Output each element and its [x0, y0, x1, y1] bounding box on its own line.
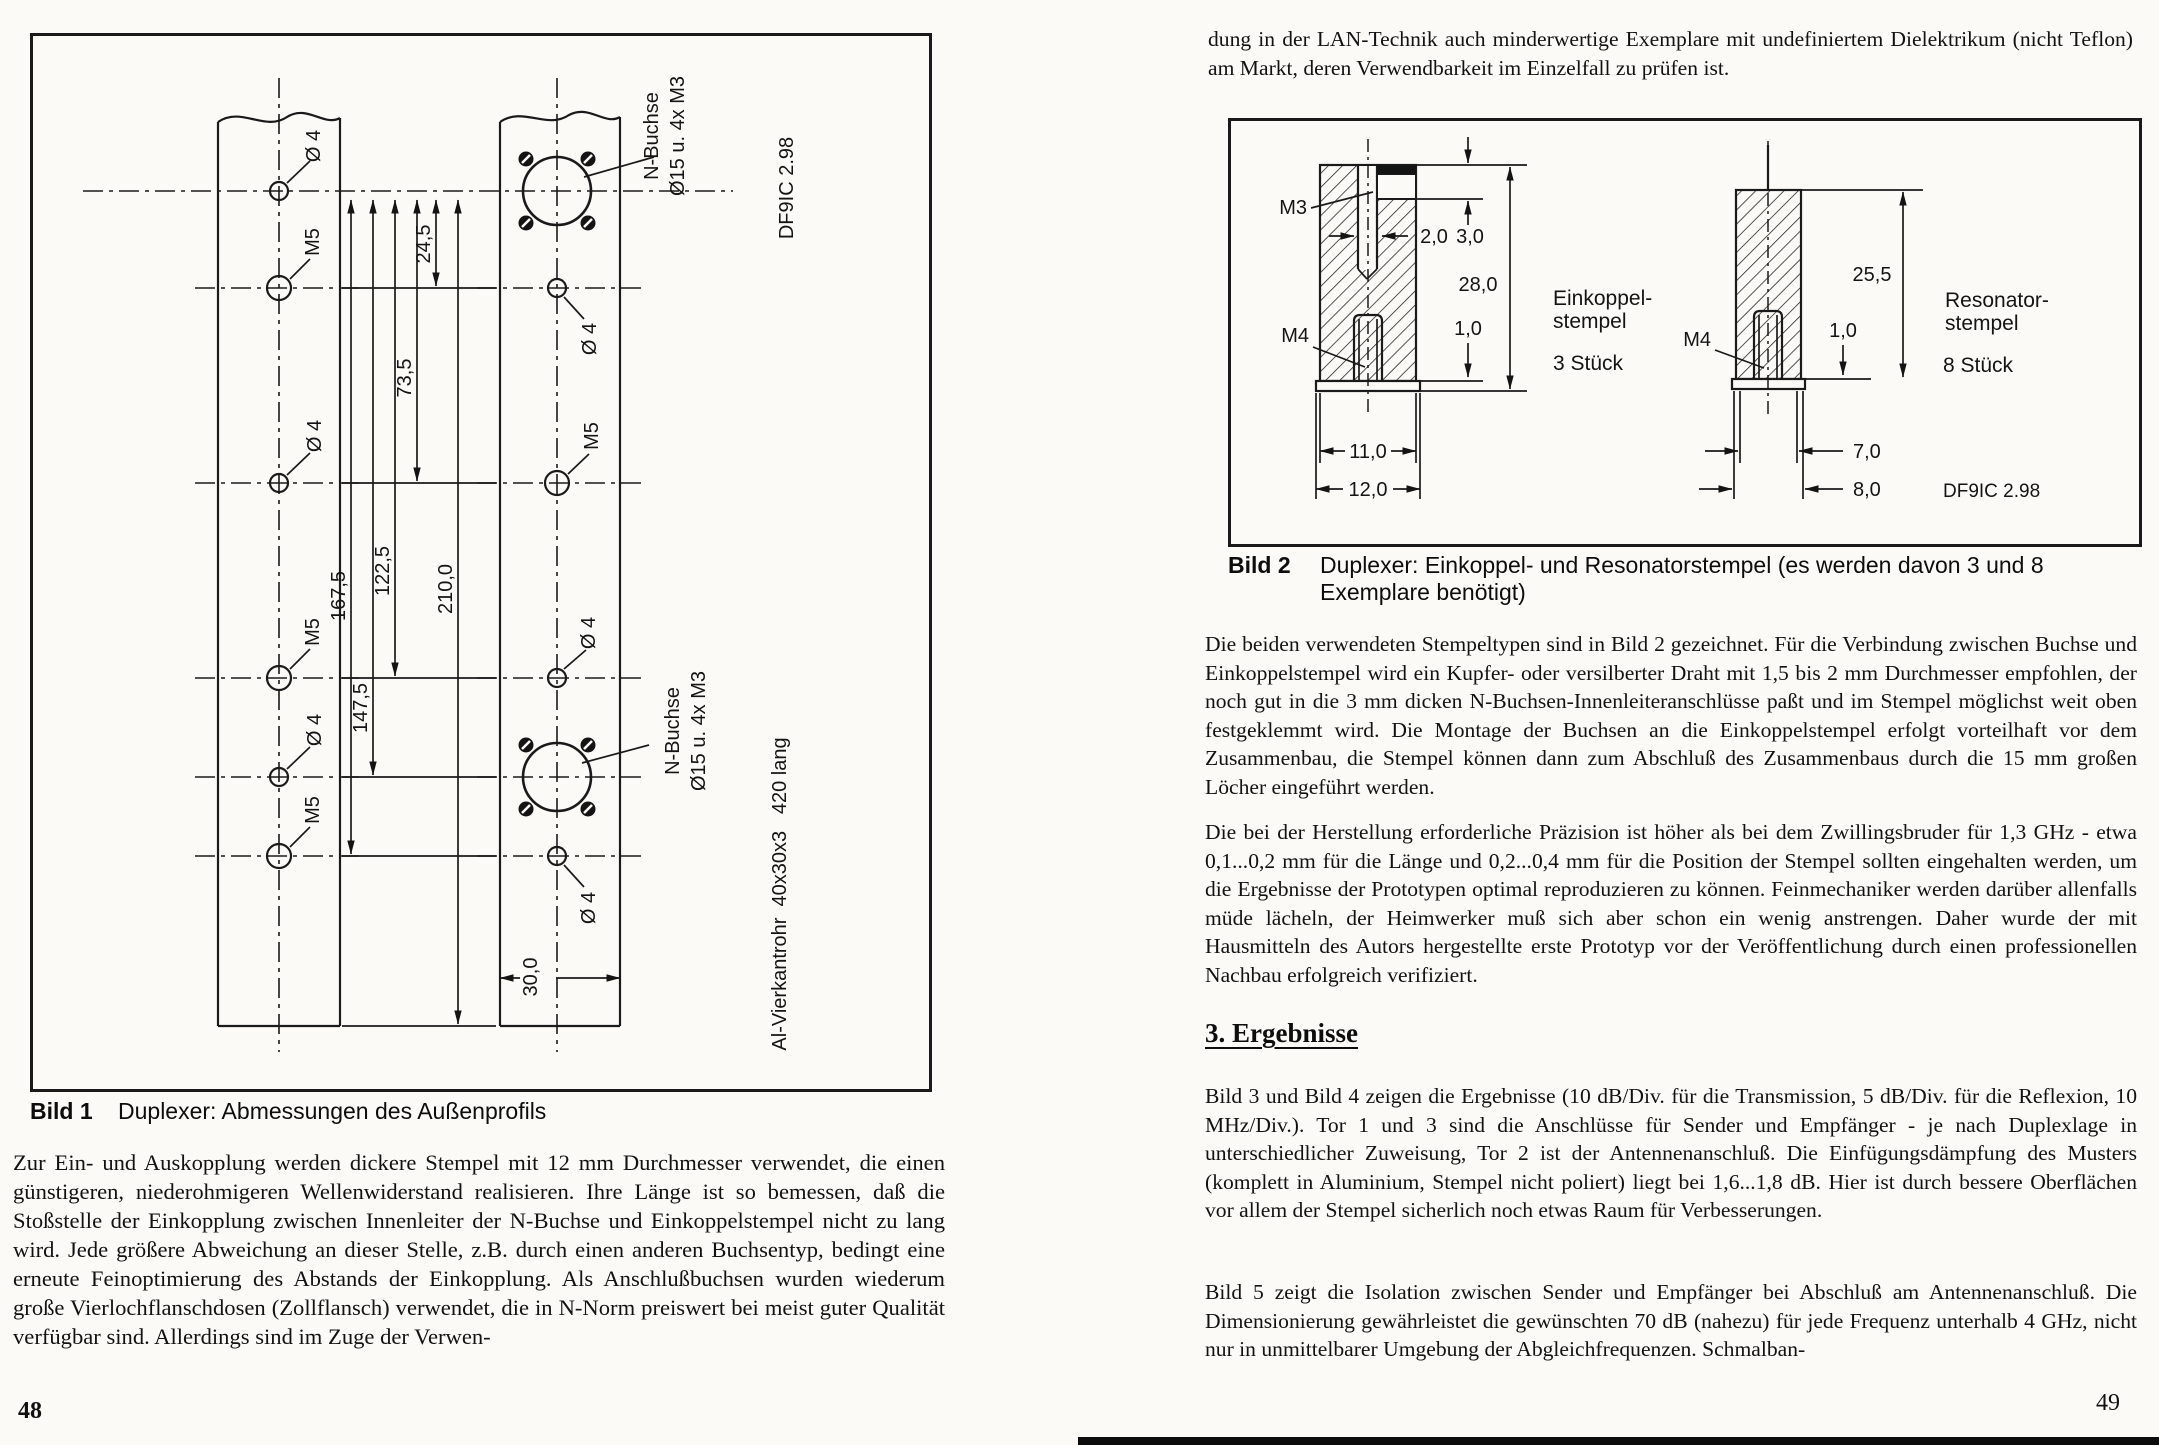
hole-label-m5: M5: [581, 422, 603, 450]
thread-label-m3: M3: [1279, 197, 1307, 219]
right-part-name-line1: Resonator-: [1945, 289, 2049, 312]
width-dimension: [500, 958, 620, 997]
right-paragraph-4: Bild 5 zeigt die Isolation zwischen Sender und Empfänger bei Abschluß am Antennenanschluß. Die Dimensionierung gewährleistet die gewünschten 70 dB (nahezu) für jede Frequenz unterhalb 4 GHz, nicht nur in unmittelbarer Umgebung der Abgleichfrequenzen. Schmalban-: [1205, 1280, 2137, 1361]
figure2-drawing: [1231, 121, 2139, 544]
hole-label-o4: Ø 4: [303, 129, 325, 163]
resonatorstempel-labels: [1943, 289, 2049, 377]
left-part-name-line1: Einkoppel-: [1553, 287, 1653, 310]
n-buchse-label-line2: Ø15 u. 4x M3: [688, 670, 710, 792]
einkoppelstempel-labels: [1553, 287, 1652, 375]
author-mark: DF9IC 2.98: [1943, 481, 2041, 502]
figure2-caption-label: Bild 2: [1228, 552, 1291, 578]
einkoppelstempel-part: [1316, 139, 1420, 413]
dim-2-0: 2,0: [1420, 226, 1448, 248]
extension-lines: [342, 288, 496, 1026]
left-body-paragraph: Zur Ein- und Auskopplung werden dickere Stempel mit 12 mm Durchmesser verwendet, die einen günstigeren, niederohmigeren Wellenwiderstand realisieren. Ihre Länge ist so bemessen, daß die Stoßstelle der Einkopplung zwischen Innenleiter der N-Buchse und Einkoppelstempel nicht zu lang wird. Jede größere Abweichung an dieser Stelle, z.B. durch einen anderen Buchsentyp, bedingt eine erneute Feinoptimierung des Abstands der Einkopplung. Als Anschlußbuchsen wurden wiederum große Vierlochflanschdosen (Zollflansch) verwendet, die in N-Norm preiswert bei meist guter Qualität verfügbar sind. Allerdings sind im Zuge der Verwen-: [13, 1150, 945, 1349]
dim-73-5: 73,5: [394, 358, 416, 398]
section-heading: 3. Ergebnisse: [1205, 1018, 1359, 1048]
dim-12-0: 12,0: [1348, 479, 1388, 501]
hole-label-o4: Ø 4: [579, 322, 601, 356]
right-part-name-line2: stempel: [1945, 312, 2019, 335]
figure2-caption: [1228, 552, 2065, 606]
dim-167-5: 167,5: [328, 570, 350, 622]
figure1-frame: [30, 33, 932, 1092]
dim-1-0: 1,0: [1454, 318, 1482, 340]
dim-3-0: 3,0: [1456, 226, 1484, 248]
dim-147-5: 147,5: [350, 682, 372, 734]
material-note: Al-Vierkantrohr 40x30x3 420 lang: [769, 737, 791, 1051]
dim-7-0: 7,0: [1853, 441, 1881, 463]
dim-1-0: 1,0: [1829, 320, 1857, 342]
figure1-caption-text: Duplexer: Abmessungen des Außenprofils: [118, 1098, 547, 1124]
n-buchse-label-line1: N-Buchse: [662, 687, 684, 775]
dim-30-0: 30,0: [520, 957, 542, 997]
right-paragraph-3: Bild 3 und Bild 4 zeigen die Ergebnisse (10 dB/Div. für die Transmission, 5 dB/Div. für die Reflexion, 10 MHz/Div.). Tor 1 und 3 sind die Anschlüsse für Sender und Empfänger - je nach Duplexlage in unterschiedlicher Zuweisung, Tor 2 ist der Antennenanschluß. Die Einfügungsdämpfung des Musters (komplett in Aluminium, Stempel nicht poliert) liegt bei 1,6...1,8 dB. Hier ist durch bessere Oberflächen vor allem der Stempel sicherlich noch etwas Raum für Verbesserungen.: [1205, 1084, 2137, 1222]
hole-label-o4: Ø 4: [304, 419, 326, 453]
n-buchse-label-line2: Ø15 u. 4x M3: [667, 75, 689, 197]
n-buchse-label-line1: N-Buchse: [641, 92, 663, 180]
figure1-drawing: [33, 36, 929, 1089]
dim-8-0: 8,0: [1853, 479, 1881, 501]
left-part-name-line2: stempel: [1553, 310, 1627, 333]
dim-11-0: 11,0: [1349, 441, 1387, 463]
figure2-frame: [1228, 118, 2142, 547]
figure2-caption-text: Duplexer: Einkoppel- und Resonatorstempel (es werden davon 3 und 8 Exemplare benötigt): [1320, 552, 2044, 605]
dim-122-5: 122,5: [372, 545, 394, 597]
page-number-left: 48: [18, 1398, 42, 1424]
hole-label-m5: M5: [302, 618, 324, 646]
centerlines: [83, 75, 733, 1052]
hole-label-o4: Ø 4: [578, 891, 600, 925]
hole-label-o4: Ø 4: [578, 616, 600, 650]
figure1-caption-label: Bild 1: [30, 1098, 93, 1124]
right-paragraph-1: Die beiden verwendeten Stempeltypen sind in Bild 2 gezeichnet. Für die Verbindung zwischen Buchse und Einkoppelstempel wird ein Kupfer- oder versilberter Draht mit 1,5 bis 2 mm Durchmesser empfohlen, der noch gut in die 3 mm dicken N-Buchsen-Innenleiteranschlüsse paßt und im Stempel möglichst weit oben festgeklemmt wird. Die Montage der Buchsen an die Einkoppelstempel erfolgt vorteilhaft vor dem Zusammenbau, die Stempel können dann zum Abschluß des Zusammenbaus durch die 15 mm großen Löcher eingeführt werden.: [1205, 632, 2137, 799]
right-paragraph-2: Die bei der Herstellung erforderliche Präzision ist höher als bei dem Zwillingsbruder für 1,3 GHz - etwa 0,1...0,2 mm für die Länge und 0,2...0,4 mm für die Position der Stempel sollten eingehalten werden, um die Ergebnisse der Prototypen optimal reproduzieren zu können. Feinmechaniker werden darüber allenfalls müde lächeln, der Heimwerker muß sich aber schon ein wenig anstrengen. Daher wurde der mit Hausmitteln des Autors hergestellte erste Prototyp vor der Veröffentlichung durch einen professionellen Nachbau erfolgreich verifiziert.: [1205, 820, 2137, 987]
left-part-qty: 3 Stück: [1553, 352, 1624, 375]
dim-210-0: 210,0: [435, 563, 457, 615]
resonatorstempel-part: [1732, 141, 1805, 415]
thread-label-m4: M4: [1683, 329, 1711, 351]
right-intro-paragraph: dung in der LAN-Technik auch minderwertige Exemplare mit undefiniertem Dielektrikum (nicht Teflon) am Markt, deren Verwendbarkeit im Einzelfall zu prüfen ist.: [1208, 27, 2133, 80]
right-bar-holes: [519, 152, 604, 925]
hole-label-m5: M5: [302, 796, 324, 824]
hole-label-o4: Ø 4: [304, 713, 326, 747]
dim-25-5: 25,5: [1852, 264, 1892, 286]
thread-label-m4: M4: [1281, 325, 1309, 347]
scan-edge-line: [1078, 1437, 2159, 1445]
dim-28-0: 28,0: [1458, 274, 1498, 296]
figure1-caption: [30, 1098, 818, 1125]
page-number-right: 49: [2096, 1390, 2120, 1416]
resonatorstempel-dimensions: [1683, 190, 1923, 501]
left-bar-holes: [267, 130, 326, 868]
hole-label-m5: M5: [302, 228, 324, 256]
length-dimensions: [328, 200, 458, 1024]
right-part-qty: 8 Stück: [1943, 354, 2014, 377]
author-mark: DF9IC 2.98: [776, 136, 798, 240]
dim-24-5: 24,5: [413, 224, 435, 264]
